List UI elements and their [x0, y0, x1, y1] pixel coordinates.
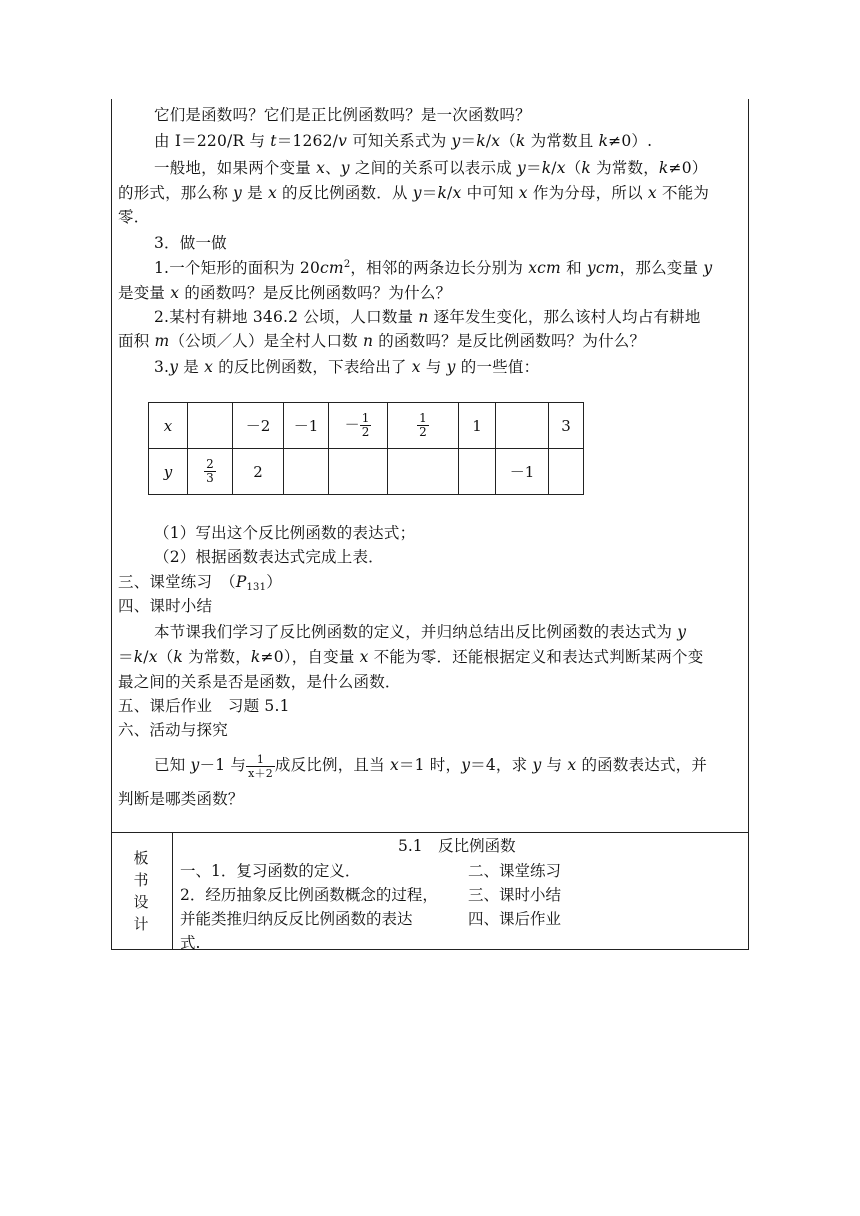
board-left-item: 式.: [180, 934, 201, 952]
table-cell: 3: [549, 403, 584, 449]
text-line: 一般地，如果两个变量 x、y 之间的关系可以表示成 y＝k/x（k 为常数，k≠0）: [154, 159, 708, 177]
table-cell: y: [149, 449, 188, 495]
summary-line: 最之间的关系是否是函数，是什么函数．: [118, 673, 401, 691]
table-cell: － $\frac{1}{2}$: [329, 403, 388, 449]
board-right-item: 四、课后作业: [468, 910, 562, 928]
summary-line: ＝k/x（k 为常数，k≠0），自变量 x 不能为零．还能根据定义和表达式判断某两个变: [118, 648, 704, 666]
text-line: 2.某村有耕地 346.2 公顷，人口数量 n 逐年发生变化，那么该村人均占有耕地: [154, 308, 701, 326]
board-left-item: 一、1．复习函数的定义．: [180, 862, 361, 880]
board-side-label: 板 书 设 计: [133, 849, 149, 933]
table-cell: [388, 449, 459, 495]
section-homework: 五、课后作业 习题 5.1: [118, 697, 290, 715]
question-1: （1）写出这个反比例函数的表达式；: [154, 524, 416, 542]
text-line: 是变量 x 的函数吗？是反比例函数吗？为什么？: [118, 284, 452, 302]
table-cell: $\frac{2}{3}$: [188, 449, 233, 495]
table-cell: －1: [496, 449, 549, 495]
text-line: 零．: [118, 208, 150, 226]
table-cell: [329, 449, 388, 495]
section-practice: 三、课堂练习 $(P_{131})$: [118, 573, 282, 593]
text-line: 由 I＝220/R 与 t＝1262/v 可知关系式为 y＝k/x（k 为常数且 k≠0）.: [154, 132, 653, 150]
text-line: 它们是函数吗？它们是正比例函数吗？是一次函数吗？: [154, 106, 531, 124]
board-right-item: 三、课时小结: [468, 886, 562, 904]
text-line: 面积 m（公顷／人）是全村人口数 n 的函数吗？是反比例函数吗？为什么？: [118, 332, 646, 350]
question-2: （2）根据函数表达式完成上表．: [154, 548, 384, 566]
board-left-item: 2．经历抽象反比例函数概念的过程，: [180, 886, 438, 904]
xy-value-table: [148, 402, 584, 495]
text-line: 3.y 是 x 的反比例函数，下表给出了 x 与 y 的一些值：: [154, 358, 540, 376]
table-cell: [496, 403, 549, 449]
table-cell: [549, 449, 584, 495]
table-cell: [284, 449, 329, 495]
table-cell: 1: [459, 403, 496, 449]
board-title: 5.1 反比例函数: [398, 837, 516, 855]
table-cell: $\frac{1}{2}$: [388, 403, 459, 449]
section-activity: 六、活动与探究: [118, 721, 228, 739]
text-line: 的形式，那么称 y 是 x 的反比例函数．从 y＝k/x 中可知 x 作为分母，所以 x 不能为: [118, 184, 710, 202]
table-cell: x: [149, 403, 188, 449]
table-cell: －2: [233, 403, 284, 449]
exercise-line: 判断是哪类函数？: [118, 790, 244, 808]
text-line: 3．做一做: [154, 234, 227, 252]
section-summary: 四、课时小结: [118, 597, 213, 615]
table-cell: 2: [233, 449, 284, 495]
board-side-divider: [172, 832, 173, 950]
table-cell: [459, 449, 496, 495]
exercise-line: 已知 y－1 与 $\frac{1}{x+2}$ 成反比例，且当 x＝1 时，y＝4，求 y 与 x 的函数表达式，并: [154, 752, 708, 780]
table-row-x: [149, 403, 584, 449]
board-left-item: 并能类推归纳反反比例函数的表达: [180, 910, 413, 928]
divider-board: [111, 832, 749, 833]
table-cell: [188, 403, 233, 449]
summary-line: 本节课我们学习了反比例函数的定义，并归纳总结出反比例函数的表达式为 y: [154, 623, 687, 641]
table-cell: －1: [284, 403, 329, 449]
text-line: 1.一个矩形的面积为 $20cm^2$，相邻的两条边长分别为 xcm 和 ycm，那么变量 y: [154, 259, 713, 277]
board-right-item: 二、课堂练习: [468, 862, 562, 880]
table-row-y: [149, 449, 584, 495]
